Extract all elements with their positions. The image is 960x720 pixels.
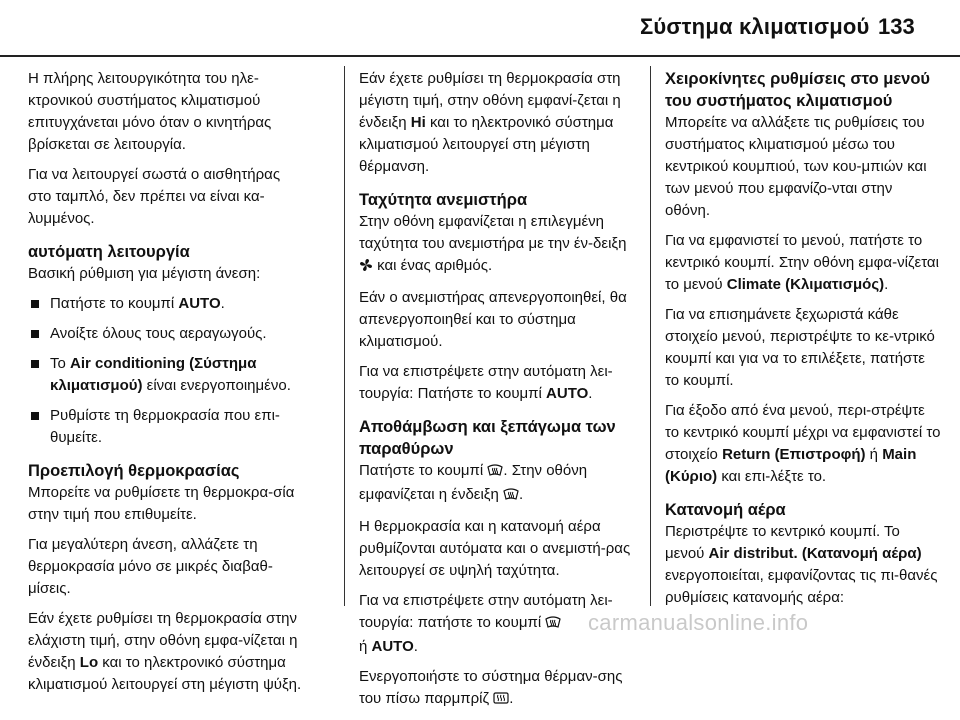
paragraph: Μπορείτε να αλλάξετε τις ρυθμίσεις του συστήματος κλιματισμού μέσω του κεντρικού κουμπιού, των κου-μπιών και των μενού που εμφανίζο-νται στην οθόνη.	[665, 114, 927, 219]
list-item: Το Air conditioning (Σύστημα κλιματισμού) είναι ενεργοποιημένο.	[28, 353, 304, 397]
column-divider	[650, 66, 651, 606]
paragraph: Στην οθόνη εμφανίζεται η επιλεγμένη ταχύτητα του ανεμιστήρα με την έν-δειξη και ένας αριθμός.	[359, 211, 635, 279]
paragraph: Για μεγαλύτερη άνεση, αλλάζετε τη θερμοκρασία μόνο σε μικρές διαβαθ-μίσεις.	[28, 536, 273, 597]
fan-icon	[359, 257, 373, 279]
paragraph: Εάν ο ανεμιστήρας απενεργοποιηθεί, θα απενεργοποιηθεί και το σύστημα κλιματισμού.	[359, 289, 627, 350]
section-heading-air-distribution: Κατανομή αέρα	[665, 501, 786, 519]
list-item: Πατήστε το κουμπί AUTO.	[28, 293, 304, 315]
section-heading-temperature: Προεπιλογή θερμοκρασίας	[28, 462, 240, 480]
section-heading-defrost: Αποθάμβωση και ξεπάγωμα των παραθύρων	[359, 418, 616, 458]
paragraph: Ενεργοποιήστε το σύστημα θέρμαν-σης του πίσω παρμπρίζ .	[359, 666, 635, 712]
paragraph: Εάν έχετε ρυθμίσει τη θερμοκρασία στην ελάχιστη τιμή, στην οθόνη εμφα-νίζεται η ένδειξη Lo και το ηλεκτρονικό σύστημα κλιματισμού λειτουργεί στη μέγιστη ψύξη.	[28, 610, 302, 693]
column-left	[28, 68, 304, 704]
paragraph: Για να λειτουργεί σωστά ο αισθητήρας στο ταμπλό, δεν πρέπει να είναι κα-λυμμένος.	[28, 166, 281, 227]
paragraph: Η πλήρης λειτουργικότητα του ηλε-κτρονικού συστήματος κλιματισμού επιτυγχάνεται μόνο όταν ο κινητήρας βρίσκεται σε λειτουργία.	[28, 70, 272, 153]
windshield-defrost-icon	[503, 486, 519, 508]
paragraph: Για να επιστρέψετε στην αυτόματη λει-τουργία: Πατήστε το κουμπί AUTO.	[359, 363, 613, 402]
column-divider	[344, 66, 345, 606]
list-item: Ανοίξτε όλους τους αεραγωγούς.	[28, 323, 304, 345]
section-heading-auto: αυτόματη λειτουργία	[28, 243, 190, 261]
paragraph: Πατήστε το κουμπί . Στην οθόνη εμφανίζεται η ένδειξη .	[359, 460, 635, 508]
page-title: Σύστημα κλιματισμού	[640, 14, 870, 39]
windshield-defrost-icon	[545, 614, 561, 636]
paragraph: Εάν έχετε ρυθμίσει τη θερμοκρασία στη μέγιστη τιμή, στην οθόνη εμφανί-ζεται η ένδειξη Hi και το ηλεκτρονικό σύστημα κλιματισμού λειτουργεί στη μέγιστη θέρμανση.	[359, 70, 621, 175]
paragraph: Για να επισημάνετε ξεχωριστά κάθε στοιχείο μενού, περιστρέψτε το κε-ντρικό κουμπί και για να το επιλέξετε, πατήστε το κουμπί.	[665, 306, 935, 389]
list-item: Ρυθμίστε τη θερμοκρασία που επι-θυμείτε.	[28, 405, 304, 449]
section-heading-fan-speed: Ταχύτητα ανεμιστήρα	[359, 191, 528, 209]
column-right	[665, 68, 941, 617]
header-rule	[0, 55, 960, 57]
paragraph: Η θερμοκρασία και η κατανομή αέρα ρυθμίζονται αυτόματα και ο ανεμιστή-ρας λειτουργεί σε υψηλή ταχύτητα.	[359, 518, 631, 579]
bullet-list	[28, 293, 304, 449]
windshield-defrost-icon	[487, 462, 503, 484]
page-header	[0, 0, 960, 58]
watermark: carmanualsonline.info	[588, 610, 809, 635]
paragraph: Για έξοδο από ένα μενού, περι-στρέψτε το κεντρικό κουμπί μέχρι να εμφανιστεί το στοιχείο Return (Επιστροφή) ή Main (Κύριο) και επι-λέξτε το.	[665, 402, 941, 485]
paragraph: Για να εμφανιστεί το μενού, πατήστε το κεντρικό κουμπί. Στην οθόνη εμφα-νίζεται το μενού Climate (Κλιματισμός).	[665, 232, 939, 293]
paragraph: Μπορείτε να ρυθμίσετε τη θερμοκρα-σία στην τιμή που επιθυμείτε.	[28, 484, 295, 523]
paragraph: Βασική ρύθμιση για μέγιστη άνεση:	[28, 265, 261, 282]
page-number: 133	[878, 14, 915, 39]
section-heading-manual-settings: Χειροκίνητες ρυθμίσεις στο μενού του συστήματος κλιματισμού	[665, 70, 931, 110]
paragraph: Περιστρέψτε το κεντρικό κουμπί. Το μενού Air distribut. (Κατανομή αέρα) ενεργοποιείται, εμφανίζοντας τις πι-θανές ρυθμίσεις κατανομής αέρα:	[665, 523, 938, 606]
paragraph: Για να επιστρέψετε στην αυτόματη λει-τουργία: πατήστε το κουμπί ή AUTO.	[359, 592, 613, 655]
rear-window-defrost-icon	[493, 690, 509, 712]
